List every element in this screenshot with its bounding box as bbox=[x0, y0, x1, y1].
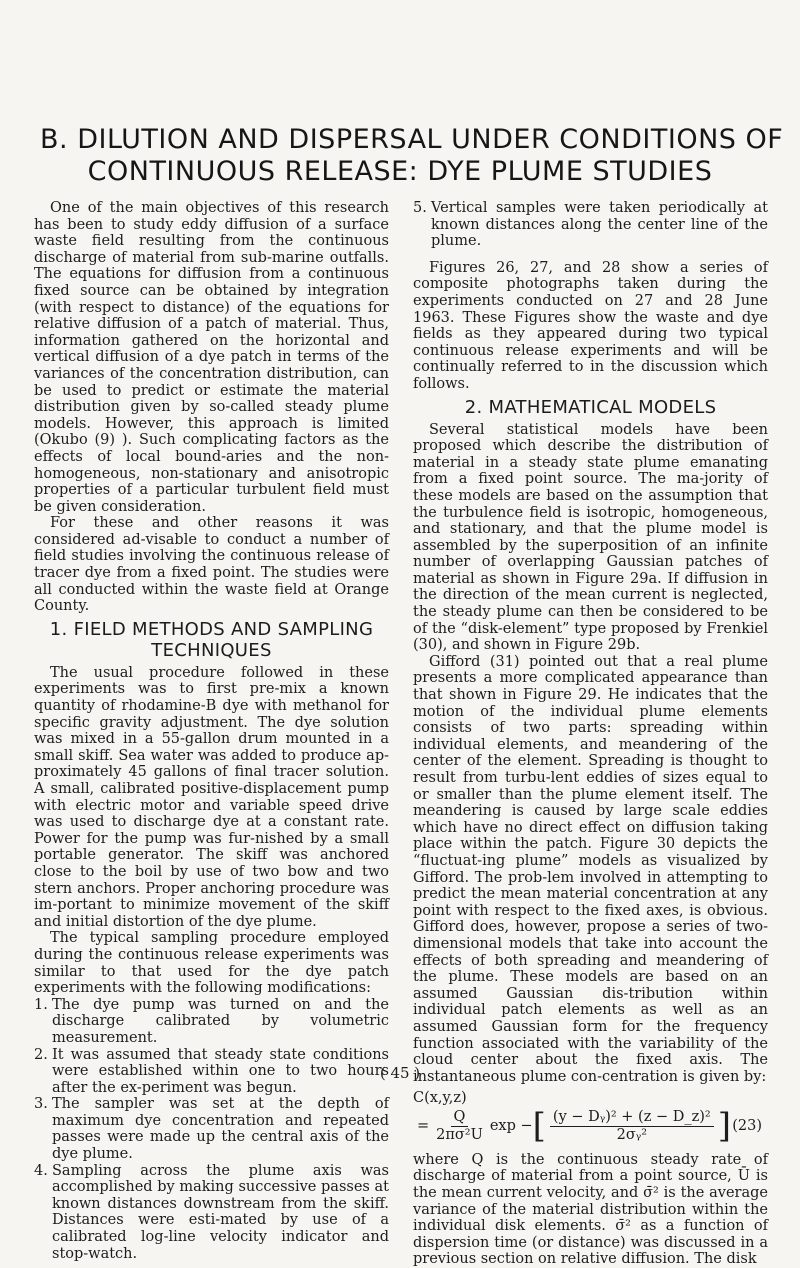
equation-23 bbox=[413, 1106, 768, 1147]
equation-exp: exp − bbox=[489, 1118, 533, 1135]
list-item-text: The sampler was set at the depth of maximum dye concentration and repeated passes were made up the central axis of the dye plume. bbox=[52, 1096, 389, 1163]
models-paragraph-1: Several statistical models have been proposed which describe the distribution of material in a steady state plume emanating from a fixed point source. The ma-jority of these models are based on the assumption that the turbulence field is isotropic, homogeneous, and stationary, and that the plume model is assembled by the superposition of an infinite number of overlapping Gaussian patches of material as shown in Figure 29a. If diffusion in the direction of the mean current is neglected, the steady plume can then be considered to be of the “disk-element” type proposed by Frenkiel (30), and shown in Figure 29b. bbox=[413, 421, 768, 654]
list-item-text: The dye pump was turned on and the discharge calibrated by volumetric measurement. bbox=[52, 996, 389, 1046]
equation-open-bracket: [ bbox=[532, 1106, 546, 1147]
equation-fraction-numerator: Q bbox=[451, 1109, 469, 1127]
section-heading-mathematical-models: 2. MATHEMATICAL MODELS bbox=[464, 396, 717, 418]
modifications-list bbox=[34, 997, 389, 1263]
right-column bbox=[413, 200, 768, 1268]
equation-exponent-numerator: (y − Dᵧ)² + (z − D_z)² bbox=[550, 1109, 714, 1127]
list-item-number: 3. bbox=[34, 1096, 48, 1113]
figures-paragraph: Figures 26, 27, and 28 show a series of composite photographs taken during the experiments conducted on 27 and 28 June 1963. These Figures show the waste and dye fields as they appeared during two typical continuous release experiments and will be continually referred to in the discussion which follows. bbox=[413, 259, 768, 392]
list-item bbox=[34, 1096, 389, 1162]
page-title bbox=[40, 124, 784, 188]
intro-paragraph-1: One of the main objectives of this research has been to study eddy diffusion of a surface waste field resulting from the continuous discharge of material from sub-marine outfalls. The equations for diffusion from a continuous fixed source can be obtained by integration (with respect to distance) of the equations for relative diffusion of a patch of material. Thus, information gathered on the horizontal and vertical diffusion of a dye patch in terms of the variances of the concentration distribution, can be used to predict or estimate the material distribution given by so-called steady plume models. However, this approach is limited (Okubo (9) ). Such complicating factors as the effects of local bound-aries and the non-homogeneous, non-stationary and anisotropic properties of a particular turbulent field must be given consideration. bbox=[34, 200, 389, 515]
title-line-1: B. DILUTION AND DISPERSAL UNDER CONDITIONS OF bbox=[40, 124, 784, 155]
title-line-2: CONTINUOUS RELEASE: DYE PLUME STUDIES bbox=[87, 156, 713, 187]
list-item-number: 5. bbox=[413, 200, 427, 216]
list-item bbox=[413, 200, 768, 250]
list-item bbox=[34, 1163, 389, 1263]
field-methods-paragraph-2: The typical sampling procedure employed during the continuous release experiments was similar to that used for the dye patch experiments with the following modifications: bbox=[34, 930, 389, 997]
equation-lhs: C(x,y,z) bbox=[413, 1090, 467, 1107]
list-item bbox=[34, 997, 389, 1047]
models-paragraph-2: Gifford (31) pointed out that a real plume presents a more complicated appearance than that shown in Figure 29. He indicates that the motion of the individual plume elements consists of two parts: spreading within individual elements, and meandering of the center of the element. Spreading is thought to result from turbu-lent eddies of sizes equal to or smaller than the plume element itself. The meandering is caused by large scale eddies which have no direct effect on diffusion taking place within the patch. Figure 30 depicts the “fluctuat-ing plume” models as visualized by Gifford. The prob-lem involved in attempting to predict the mean material concentration at any point with respect to the fixed axes, is obvious. Gifford does, however, propose a series of two-dimensional models that take into account the effects of both spreading and meandering of the plume. These models are based on an assumed Gaussian dis-tribution within individual patch elements as well as an assumed Gaussian form for the frequency function associated with the variability of the cloud center about the fixed axis. The instantaneous plume con-centration is given by: bbox=[413, 653, 768, 1085]
list-item-text: Vertical samples were taken periodically at known distances along the center line of the plume. bbox=[431, 200, 768, 250]
list-item-number: 1. bbox=[34, 996, 48, 1013]
list-item-text: Sampling across the plume axis was accomplished by making successive passes at known distances downstream from the skiff. Distances were esti-mated by use of a calibrated log-line velocity indicator and stop-watch. bbox=[52, 1162, 389, 1262]
list-item-number: 2. bbox=[34, 1046, 48, 1063]
equation-close-bracket: ] bbox=[717, 1106, 731, 1147]
equation-fraction bbox=[433, 1109, 486, 1144]
field-methods-paragraph-1: The usual procedure followed in these experiments was to first pre-mix a known quantity of rhodamine-B dye with methanol for specific gravity adjustment. The dye solution was mixed in a 55-gallon drum mounted in a small skiff. Sea water was added to produce ap-proximately 45 gallons of final tracer solution. A small, calibrated positive-displacement pump with electric motor and variable speed drive was used to discharge dye at a constant rate. Power for the pump was fur-nished by a small portable generator. The skiff was anchored close to the boil by use of two bow and two stern anchors. Proper anchoring procedure was im-portant to minimize movement of the skiff and initial distortion of the dye plume. bbox=[34, 664, 389, 930]
after-equation-paragraph: where Q is the continuous steady rate of discharge of material from a point source, Ū is the mean current velocity, and σ̄² is the average variance of the material distribution within the individual disk elements. σ̄² as a function of dispersion time (or distance) was discussed in a previous section on relative diffusion. The disk bbox=[413, 1151, 768, 1268]
section-heading-field-methods: 1. FIELD METHODS AND SAMPLING TECHNIQUES bbox=[49, 618, 374, 661]
equation-equals: = bbox=[417, 1118, 430, 1135]
equation-fraction-denominator: 2πσ²U bbox=[436, 1126, 483, 1143]
equation-body bbox=[417, 1106, 731, 1147]
equation-exponent-fraction bbox=[550, 1109, 714, 1144]
page-number: ( 45 ) bbox=[379, 1064, 421, 1082]
equation-number: (23) bbox=[732, 1118, 762, 1135]
list-item-number: 4. bbox=[34, 1162, 48, 1179]
left-column bbox=[34, 200, 389, 1262]
list-item-text: It was assumed that steady state conditions were established within one to two hours after the ex-periment was begun. bbox=[52, 1046, 389, 1096]
equation-exponent-denominator: 2σᵧ² bbox=[616, 1126, 648, 1143]
intro-paragraph-2: For these and other reasons it was considered ad-visable to conduct a number of field studies involving the continuous release of tracer dye from a fixed point. The studies were all conducted within the waste field at Orange County. bbox=[34, 515, 389, 615]
